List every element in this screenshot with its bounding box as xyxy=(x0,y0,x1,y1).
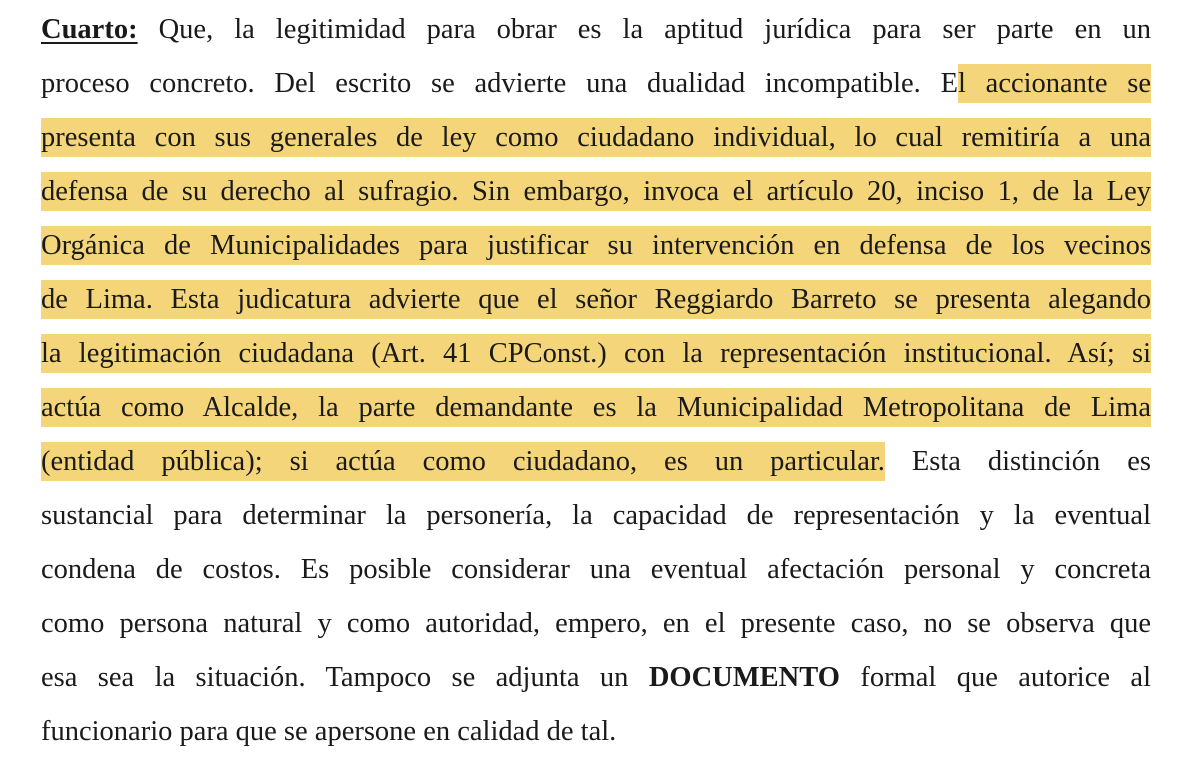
highlighted-text: defensa de su derecho al sufragio. Sin embargo, invoca el artículo 20, inciso 1, de la Ley xyxy=(41,172,1151,211)
paragraph-line-10 xyxy=(41,489,1151,543)
paragraph-line-8 xyxy=(41,381,1151,435)
paragraph-line-6 xyxy=(41,273,1151,327)
line-text: como persona natural y como autoridad, empero, en el presente caso, no se observa que xyxy=(41,608,1151,639)
line-text: condena de costos. Es posible considerar una eventual afectación personal y concreta xyxy=(41,554,1151,585)
highlighted-text: la legitimación ciudadana (Art. 41 CPConst.) con la representación institucional. Así; si xyxy=(41,334,1151,373)
line-text: Que, la legitimidad para obrar es la aptitud jurídica para ser parte en un xyxy=(137,14,1151,45)
paragraph-line-9 xyxy=(41,435,1151,489)
line-text: esa sea la situación. Tampoco se adjunta un xyxy=(41,662,649,693)
highlighted-text: (entidad pública); si actúa como ciudadano, es un particular. xyxy=(41,442,885,481)
paragraph-line-13 xyxy=(41,651,1151,705)
paragraph-line-3 xyxy=(41,111,1151,165)
line-text: proceso concreto. Del escrito se advierte una dualidad incompatible. E xyxy=(41,68,958,99)
paragraph-line-12 xyxy=(41,597,1151,651)
paragraph-line-5 xyxy=(41,219,1151,273)
highlighted-text: presenta con sus generales de ley como ciudadano individual, lo cual remitiría a una xyxy=(41,118,1151,157)
highlighted-text: actúa como Alcalde, la parte demandante es la Municipalidad Metropolitana de Lima xyxy=(41,388,1151,427)
bold-term: DOCUMENTO xyxy=(648,662,840,693)
highlighted-text: l accionante se xyxy=(958,64,1151,103)
paragraph-line-2 xyxy=(41,57,1151,111)
line-text: funcionario para que se apersone en calidad de tal. xyxy=(41,716,617,747)
paragraph-line-1 xyxy=(41,3,1151,57)
line-text: sustancial para determinar la personería, la capacidad de representación y la eventual xyxy=(41,500,1151,531)
section-heading: Cuarto: xyxy=(41,14,138,45)
line-text: formal que autorice al xyxy=(839,662,1151,693)
highlighted-text: Orgánica de Municipalidades para justificar su intervención en defensa de los vecinos xyxy=(41,226,1151,265)
paragraph-line-7 xyxy=(41,327,1151,381)
line-text: Esta distinción es xyxy=(884,446,1151,477)
paragraph-line-4 xyxy=(41,165,1151,219)
paragraph-line-11 xyxy=(41,543,1151,597)
highlighted-text: de Lima. Esta judicatura advierte que el señor Reggiardo Barreto se presenta alegando xyxy=(41,280,1151,319)
paragraph-line-14 xyxy=(41,705,1151,759)
